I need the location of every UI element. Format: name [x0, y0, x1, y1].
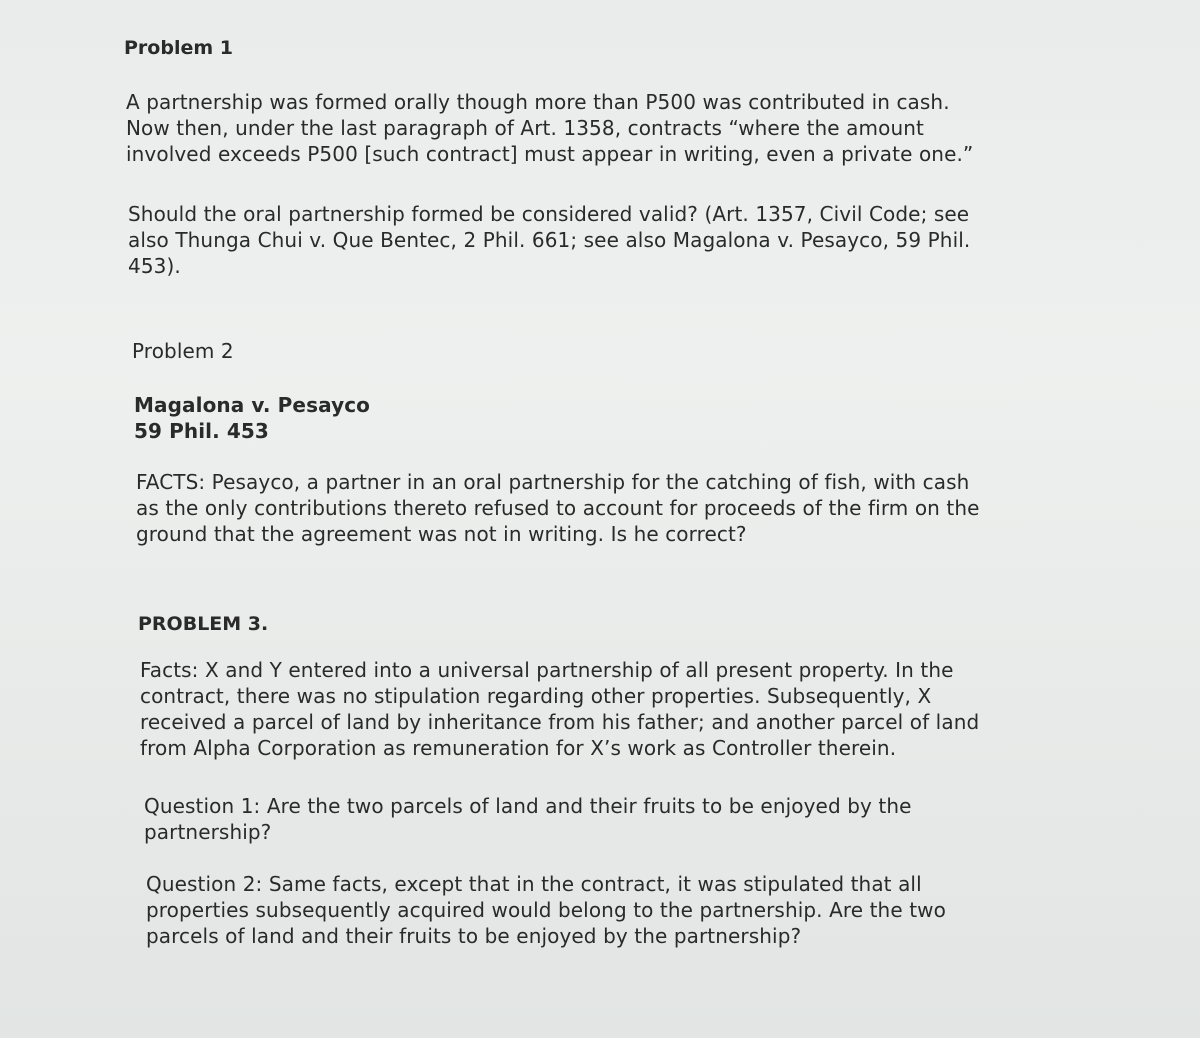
- case-citation: 59 Phil. 453: [134, 419, 269, 443]
- problem-3-facts: [140, 657, 1100, 761]
- problem-3-question-2: [146, 871, 1106, 949]
- text-line: Question 1: Are the two parcels of land and their fruits to be enjoyed by the: [144, 794, 912, 818]
- text-line: FACTS: Pesayco, a partner in an oral partnership for the catching of fish, with cash: [136, 470, 970, 494]
- text-line: Now then, under the last paragraph of Art. 1358, contracts “where the amount: [126, 116, 924, 140]
- text-line: ground that the agreement was not in writing. Is he correct?: [136, 522, 747, 546]
- problem-2-case-block: [134, 392, 1094, 444]
- text-line: A partnership was formed orally though more than P500 was contributed in cash.: [126, 90, 950, 114]
- text-line: also Thunga Chui v. Que Bentec, 2 Phil. 661; see also Magalona v. Pesayco, 59 Phil.: [128, 228, 971, 252]
- case-title: Magalona v. Pesayco: [134, 393, 371, 417]
- text-line: received a parcel of land by inheritance from his father; and another parcel of land: [140, 710, 980, 734]
- problem-3-heading: PROBLEM 3.: [138, 613, 269, 635]
- problem-1-heading: Problem 1: [124, 37, 233, 59]
- problem-2-heading: Problem 2: [132, 339, 234, 363]
- problem-1-heading-block: [124, 36, 1084, 60]
- text-line: involved exceeds P500 [such contract] must appear in writing, even a private one.”: [126, 142, 974, 166]
- text-line: properties subsequently acquired would belong to the partnership. Are the two: [146, 898, 946, 922]
- text-line: from Alpha Corporation as remuneration for X’s work as Controller therein.: [140, 736, 897, 760]
- problem-3-question-1: [144, 793, 1104, 845]
- text-line: parcels of land and their fruits to be enjoyed by the partnership?: [146, 924, 802, 948]
- text-line: Should the oral partnership formed be considered valid? (Art. 1357, Civil Code; see: [128, 202, 970, 226]
- problem-1-paragraph-2: [128, 201, 1088, 279]
- text-line: contract, there was no stipulation regarding other properties. Subsequently, X: [140, 684, 932, 708]
- text-line: Facts: X and Y entered into a universal partnership of all present property. In the: [140, 658, 954, 682]
- text-line: Question 2: Same facts, except that in the contract, it was stipulated that all: [146, 872, 922, 896]
- problem-2-heading-block: [132, 338, 1092, 364]
- problem-3-heading-block: [138, 612, 1098, 636]
- text-line: 453).: [128, 254, 181, 278]
- text-line: as the only contributions thereto refused to account for proceeds of the firm on the: [136, 496, 980, 520]
- text-line: partnership?: [144, 820, 272, 844]
- problem-1-paragraph-1: [126, 89, 1086, 167]
- problem-2-facts: [136, 469, 1096, 547]
